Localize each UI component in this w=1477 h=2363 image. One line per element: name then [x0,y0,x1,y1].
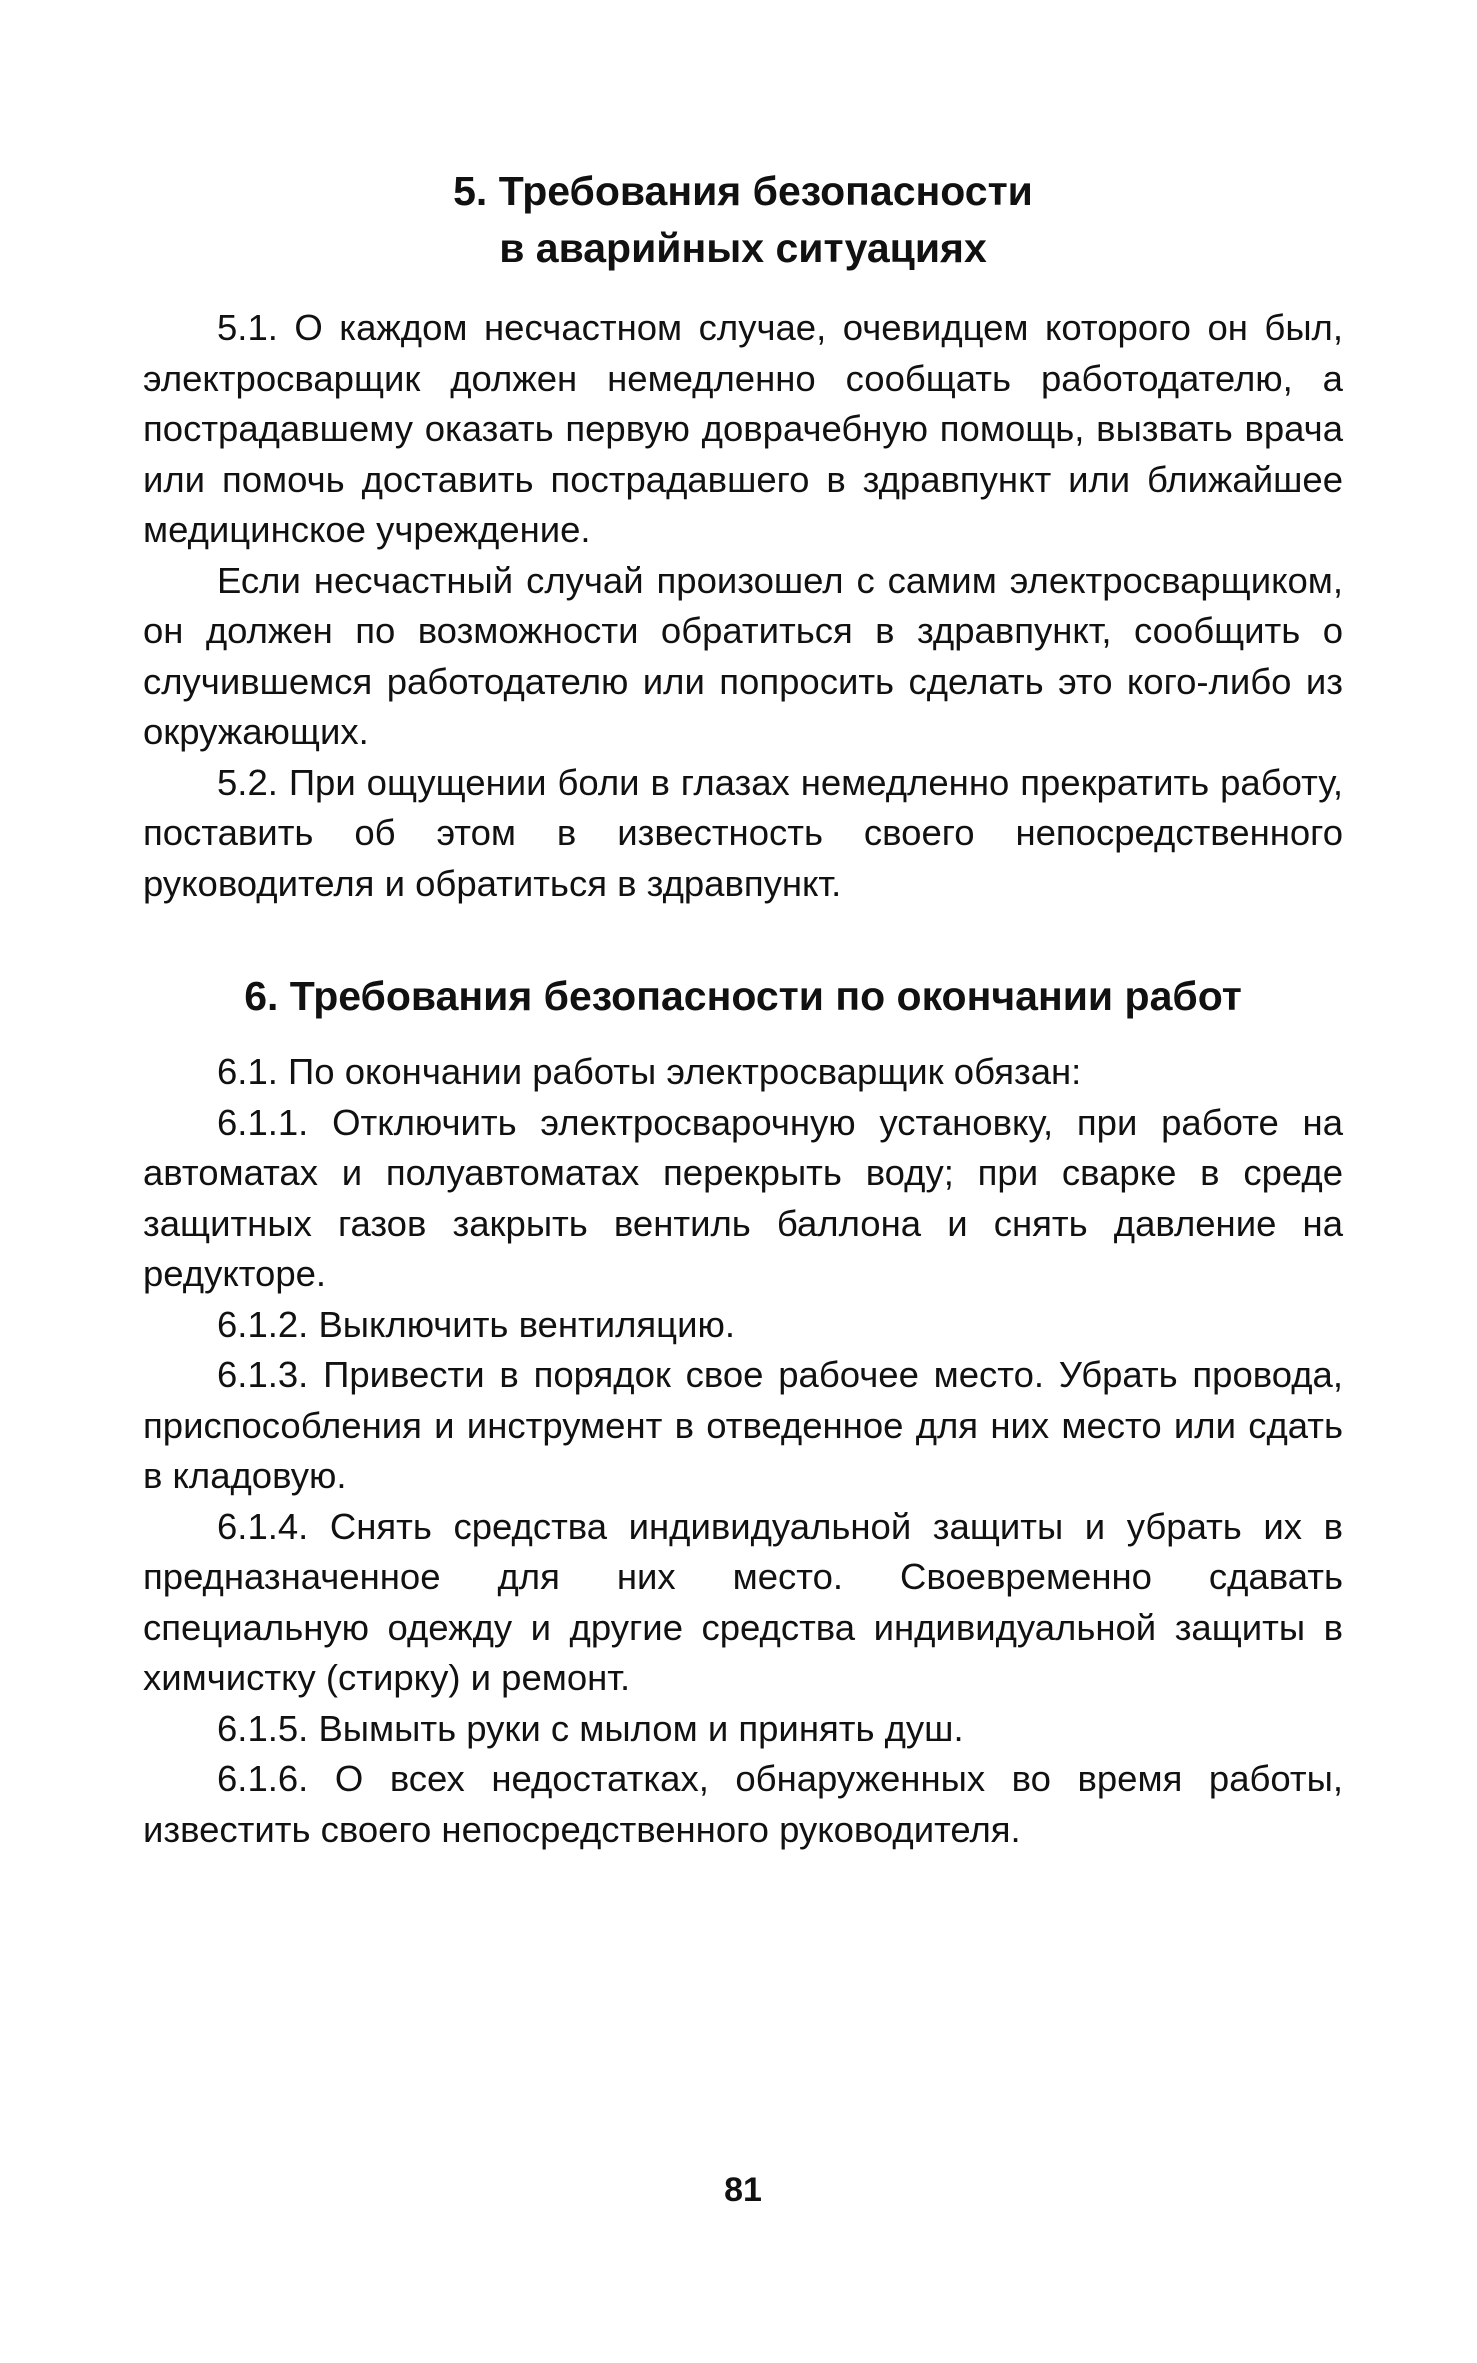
section-6-heading: 6. Требования безопасности по окончании работ [244,973,1242,1019]
section-5-body [143,303,1343,909]
section-5-heading: 5. Требования безопасности в аварийных ситуациях [453,168,1033,271]
paragraph-6-1-2: 6.1.2. Выключить вентиляцию. [217,1303,735,1345]
paragraph-5-1: 5.1. О каждом несчастном случае, очевидцем которого он был, электросварщик должен немедленно сообщать работодателю, а пострадавшему оказать первую доврачебную помощь, вызвать врача или помочь доставить пострадавшего в здравпункт или ближайшее медицинское учреждение. [143,307,1343,550]
paragraph-6-1-5: 6.1.5. Вымыть руки с мылом и принять душ. [217,1707,964,1749]
book-page [143,0,1343,2363]
paragraph-6-1-6: 6.1.6. О всех недостатках, обнаруженных во время работы, известить своего непосредственного руководителя. [143,1758,1343,1850]
paragraph-6-1-3: 6.1.3. Привести в порядок свое рабочее место. Убрать провода, приспособления и инструмент в отведенное для них место или сдать в кладовую. [143,1354,1343,1496]
paragraph-6-1: 6.1. По окончании работы электросварщик обязан: [217,1051,1082,1092]
page-number: 81 [724,2171,762,2209]
paragraph-5-1-cont: Если несчастный случай произошел с самим электросварщиком, он должен по возможности обратиться в здравпункт, сообщить о случившемся работодателю или попросить сделать это кого-либо из окружающих. [143,559,1343,752]
paragraph-5-2: 5.2. При ощущении боли в глазах немедленно прекратить работу, поставить об этом в известность своего непосредственного руководителя и обратиться в здравпункт. [143,761,1343,904]
paragraph-6-1-1: 6.1.1. Отключить электросварочную установку, при работе на автоматах и полуавтоматах перекрыть воду; при сварке в среде защитных газов закрыть вентиль баллона и снять давление на редукторе. [143,1101,1343,1294]
paragraph-6-1-4: 6.1.4. Снять средства индивидуальной защиты и убрать их в предназначенное для них место. Своевременно сдавать специальную одежду и другие средства индивидуальной защиты в химчистку (стирку) и ремонт. [143,1505,1343,1698]
section-6-body [143,1047,1343,1855]
